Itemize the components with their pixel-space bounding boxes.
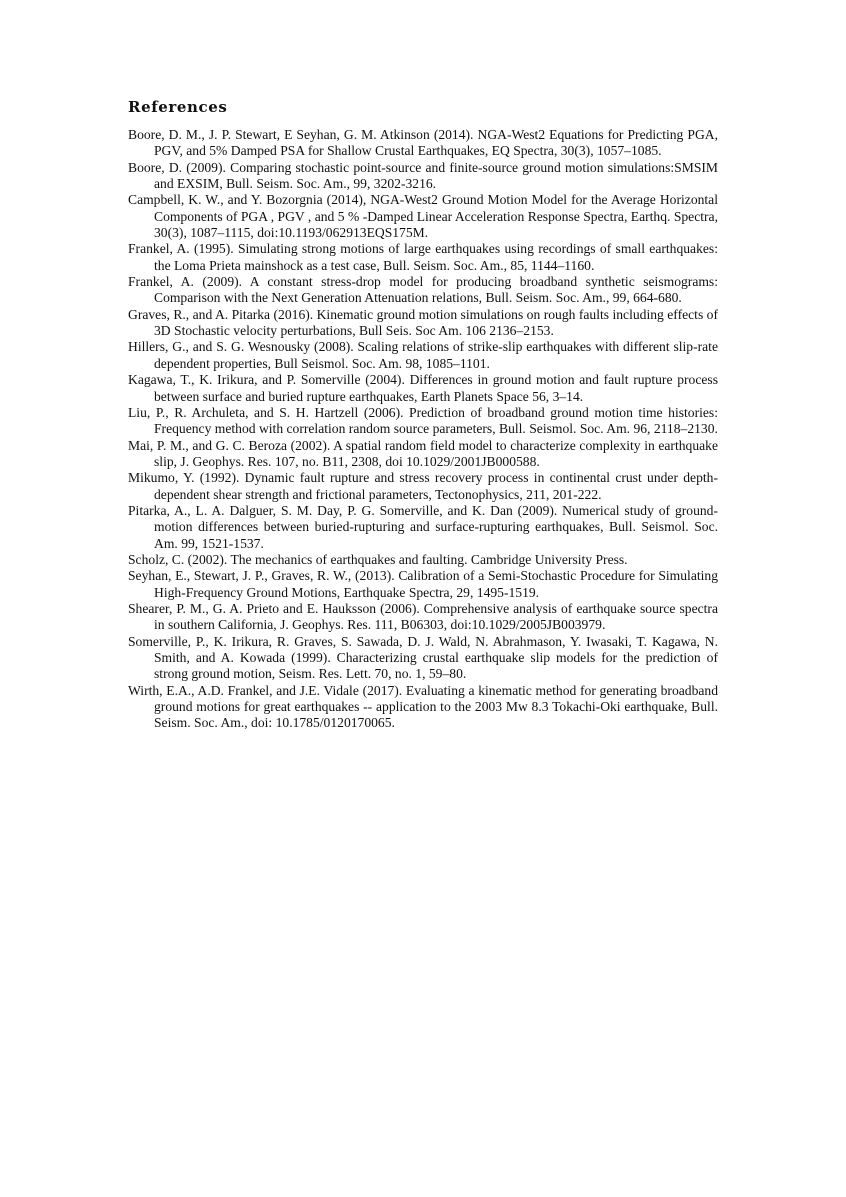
reference-item: Frankel, A. (2009). A constant stress-drop model for producing broadband synthetic seismograms: Comparison with the Next Generation Attenuation relations, Bull. Seism. Soc. Am., 99, 664-680. xyxy=(128,274,718,306)
reference-item: Liu, P., R. Archuleta, and S. H. Hartzell (2006). Prediction of broadband ground motion time histories: Frequency method with correlation random source parameters, Bull. Seismol. Soc. Am. 96, 2118–2130. xyxy=(128,404,718,437)
reference-list xyxy=(128,127,718,732)
reference-item: Graves, R., and A. Pitarka (2016). Kinematic ground motion simulations on rough faults including effects of 3D Stochastic velocity perturbations, Bull Seis. Soc Am. 106 2136–2153. xyxy=(128,306,718,339)
reference-item: Boore, D. (2009). Comparing stochastic point-source and finite-source ground motion simulations:SMSIM and EXSIM, Bull. Seism. Soc. Am., 99, 3202-3216. xyxy=(128,159,718,192)
reference-item: Mikumo, Y. (1992). Dynamic fault rupture and stress recovery process in continental crust under depth-dependent shear strength and frictional parameters, Tectonophysics, 211, 201-222. xyxy=(128,470,718,502)
references-heading: References xyxy=(128,98,228,116)
reference-item: Pitarka, A., L. A. Dalguer, S. M. Day, P. G. Somerville, and K. Dan (2009). Numerical study of ground-motion differences between buried-rupturing and surface-rupturing earthquakes, Bull. Seismol. Soc. Am. 99, 1521-1537. xyxy=(128,502,718,551)
reference-item: Hillers, G., and S. G. Wesnousky (2008). Scaling relations of strike-slip earthquakes with different slip-rate dependent properties, Bull Seismol. Soc. Am. 98, 1085–1101. xyxy=(128,339,718,371)
reference-item: Mai, P. M., and G. C. Beroza (2002). A spatial random field model to characterize complexity in earthquake slip, J. Geophys. Res. 107, no. B11, 2308, doi 10.1029/2001JB000588. xyxy=(128,437,718,469)
reference-item: Wirth, E.A., A.D. Frankel, and J.E. Vidale (2017). Evaluating a kinematic method for generating broadband ground motions for great earthquakes -- application to the 2003 Mw 8.3 Tokachi-Oki earthquake, Bull. Seism. Soc. Am., doi: 10.1785/0120170065. xyxy=(128,682,718,731)
reference-item: Frankel, A. (1995). Simulating strong motions of large earthquakes using recordings of small earthquakes: the Loma Prieta mainshock as a test case, Bull. Seism. Soc. Am., 85, 1144–1160. xyxy=(128,241,718,273)
reference-item: Scholz, C. (2002). The mechanics of earthquakes and faulting. Cambridge University Press. xyxy=(128,551,628,567)
reference-item: Campbell, K. W., and Y. Bozorgnia (2014), NGA-West2 Ground Motion Model for the Average Horizontal Components of PGA , PGV , and 5 % -Damped Linear Acceleration Response Spectra, Earthq. Spectra, 30(3), 1087–1115, doi:10.1193/062913EQS175M. xyxy=(128,192,718,241)
reference-item: Seyhan, E., Stewart, J. P., Graves, R. W., (2013). Calibration of a Semi-Stochastic Procedure for Simulating High-Frequency Ground Motions, Earthquake Spectra, 29, 1495-1519. xyxy=(128,568,718,600)
reference-item: Boore, D. M., J. P. Stewart, E Seyhan, G. M. Atkinson (2014). NGA-West2 Equations for Predicting PGA, PGV, and 5% Damped PSA for Shallow Crustal Earthquakes, EQ Spectra, 30(3), 1057–1085. xyxy=(128,127,718,159)
reference-item: Kagawa, T., K. Irikura, and P. Somerville (2004). Differences in ground motion and fault rupture process between surface and buried rupture earthquakes, Earth Planets Space 56, 3–14. xyxy=(128,372,718,404)
reference-item: Somerville, P., K. Irikura, R. Graves, S. Sawada, D. J. Wald, N. Abrahmason, Y. Iwasaki, T. Kagawa, N. Smith, and A. Kowada (1999). Characterizing crustal earthquake slip models for the prediction of strong ground motion, Seism. Res. Lett. 70, no. 1, 59–80. xyxy=(128,633,718,682)
reference-item: Shearer, P. M., G. A. Prieto and E. Hauksson (2006). Comprehensive analysis of earthquake source spectra in southern California, J. Geophys. Res. 111, B06303, doi:10.1029/2005JB003979. xyxy=(128,600,718,633)
